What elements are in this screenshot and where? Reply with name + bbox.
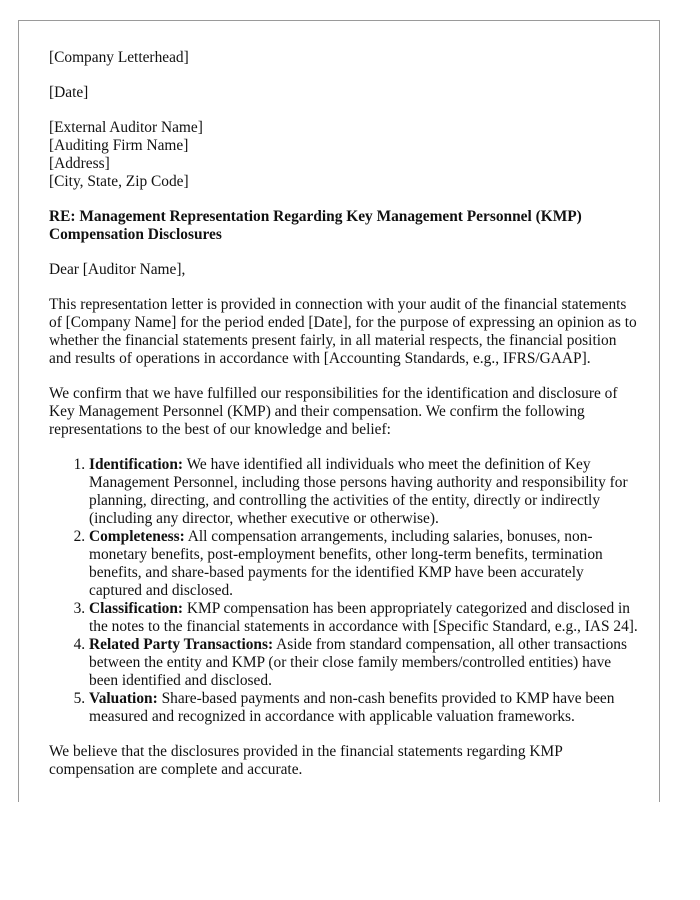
list-item-term: Classification: xyxy=(89,600,184,617)
city-state-zip: [City, State, Zip Code] xyxy=(49,173,189,190)
list-item-classification xyxy=(89,600,639,636)
list-item-text: We have identified all individuals who meet the definition of Key Management Personnel, including those persons having authority and responsibility for planning, directing, and controlling the activities of the entity, directly or indirectly (including any director, whether executive or otherwise). xyxy=(89,456,628,527)
company-letterhead: [Company Letterhead] xyxy=(49,49,189,66)
list-item-text: Aside from standard compensation, all other transactions between the entity and KMP (or their close family members/controlled entities) have been identified and disclosed. xyxy=(89,636,627,689)
list-item-related-party xyxy=(89,636,639,690)
subject-line: RE: Management Representation Regarding Key Management Personnel (KMP) Compensation Disclosures xyxy=(49,208,582,243)
intro-paragraph: This representation letter is provided in connection with your audit of the financial statements of [Company Name] for the period ended [Date], for the purpose of expressing an opinion as to whether the financial statements present fairly, in all material respects, the financial position and results of operations in accordance with [Accounting Standards, e.g., IFRS/GAAP]. xyxy=(49,296,637,367)
list-item-term: Completeness: xyxy=(89,528,185,545)
letter-page xyxy=(18,20,660,802)
list-item-completeness xyxy=(89,528,639,600)
letter-content xyxy=(49,49,639,796)
street-address: [Address] xyxy=(49,155,110,172)
list-item-term: Valuation: xyxy=(89,690,158,707)
representations-list xyxy=(49,456,639,726)
closing-paragraph: We believe that the disclosures provided in the financial statements regarding KMP compensation are complete and accurate. xyxy=(49,743,563,778)
list-item-term: Related Party Transactions: xyxy=(89,636,274,653)
list-item-text: KMP compensation has been appropriately categorized and disclosed in the notes to the financial statements in accordance with [Specific Standard, e.g., IAS 24]. xyxy=(89,600,638,635)
auditing-firm-name: [Auditing Firm Name] xyxy=(49,137,189,154)
letter-date: [Date] xyxy=(49,84,89,101)
list-item-text: Share-based payments and non-cash benefits provided to KMP have been measured and recognized in accordance with applicable valuation frameworks. xyxy=(89,690,615,725)
confirmation-paragraph: We confirm that we have fulfilled our responsibilities for the identification and disclosure of Key Management Personnel (KMP) and their compensation. We confirm the following representations to the best of our knowledge and belief: xyxy=(49,385,618,438)
list-item-identification xyxy=(89,456,639,528)
salutation: Dear [Auditor Name], xyxy=(49,261,186,278)
recipient-address-block xyxy=(49,119,639,191)
list-item-valuation xyxy=(89,690,639,726)
auditor-name: [External Auditor Name] xyxy=(49,119,203,136)
list-item-text: All compensation arrangements, including salaries, bonuses, non-monetary benefits, post-employment benefits, other long-term benefits, termination benefits, and share-based payments for the identified KMP have been accurately captured and disclosed. xyxy=(89,528,603,599)
list-item-term: Identification: xyxy=(89,456,184,473)
